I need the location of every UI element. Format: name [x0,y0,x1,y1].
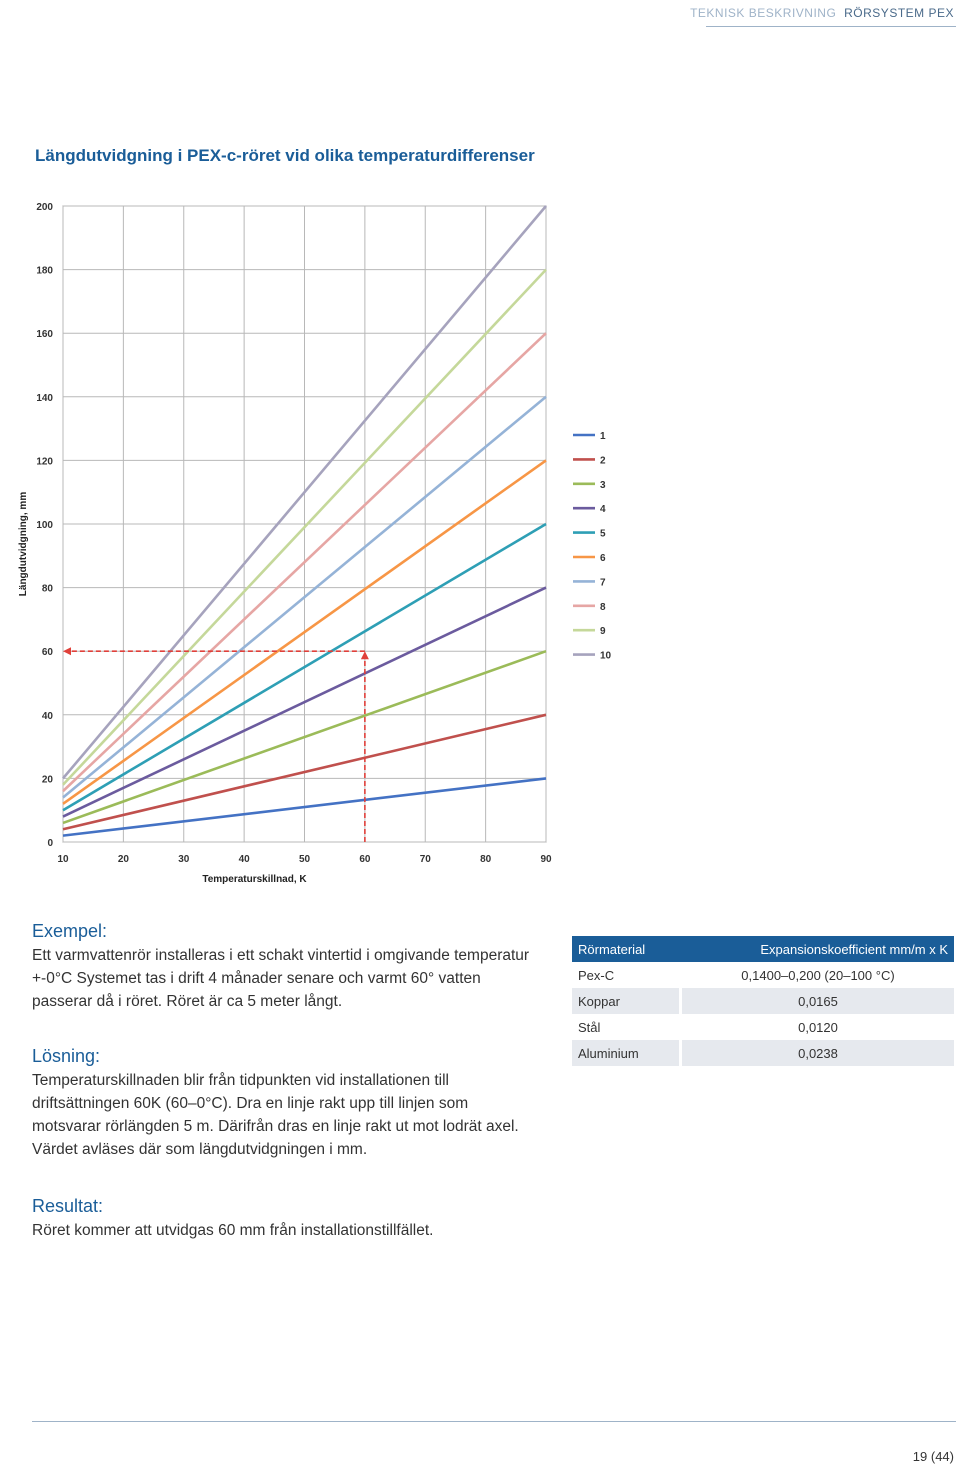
table-row [572,962,954,988]
footer-rule [32,1421,956,1422]
header-rule [706,26,956,27]
legend-label: 3 [600,479,606,491]
y-tick-label: 20 [41,774,53,786]
y-tick-label: 60 [41,647,53,659]
running-header [690,6,954,20]
legend-label: 9 [600,626,606,638]
table-row [572,1014,954,1040]
solution-section [32,1043,532,1161]
y-tick-label: 40 [41,710,53,722]
x-tick-label: 60 [359,854,371,865]
expansion-table [572,936,954,1066]
material-cell: Stål [572,1014,680,1040]
coefficient-cell: 0,0238 [680,1040,954,1066]
material-cell: Pex-C [572,962,680,988]
legend-label: 6 [600,553,606,564]
result-text: Röret kommer att utvidgas 60 mm från installationstillfället. [32,1222,434,1239]
table-header-row [572,936,954,962]
x-tick-label: 50 [298,854,311,865]
material-column-header: Rörmaterial [572,936,680,962]
y-tick-label: 160 [36,329,53,341]
x-tick-label: 80 [480,854,492,865]
example-heading: Exempel: [32,921,108,941]
coefficient-cell: 0,1400–0,200 (20–100 °C) [741,967,895,983]
doc-name-label: RÖRSYSTEM PEX [844,6,954,20]
material-cell: Aluminium [572,1040,680,1066]
table-row [572,988,954,1014]
example-text: Ett varmvattenrör installeras i ett schakt vintertid i omgivande temperatur +-0°C Systemet tas i drift 4 månader senare och varmt 60° vatten passerar då i röret. Röret är ca 5 meter långt. [32,947,530,1010]
legend-label: 7 [600,577,606,589]
y-tick-label: 0 [47,838,53,849]
legend-label: 10 [600,650,612,662]
legend-label: 4 [600,504,606,516]
result-heading: Resultat: [32,1196,104,1216]
page-number: 19 (44) [912,1449,954,1464]
result-section [32,1193,592,1242]
coefficient-cell: 0,0165 [680,988,954,1014]
x-axis-label: Temperaturskillnad, K [202,874,307,885]
x-tick-label: 40 [238,854,250,865]
legend-label: 5 [600,528,606,540]
x-tick-label: 90 [540,854,552,865]
legend-label: 2 [600,455,606,467]
table-row [572,1040,954,1066]
doc-type-label: TEKNISK BESKRIVNING [690,6,837,20]
x-tick-label: 30 [178,854,190,865]
x-tick-label: 20 [117,854,129,865]
coefficient-cell: 0,0120 [798,1019,838,1035]
material-cell: Koppar [572,988,680,1014]
y-tick-label: 100 [36,520,53,531]
solution-heading: Lösning: [32,1046,101,1066]
x-tick-label: 10 [57,854,69,865]
legend-label: 1 [600,431,606,442]
solution-text: Temperaturskillnaden blir från tidpunkten vid installationen till driftsättningen 60K (60–0°C). Dra en linje rakt upp till linjen som motsvarar rörlängden 5 m. Därifrån dras en linje rakt ut mot lodrät axel. Värdet avläses där som längdutvidgningen i mm. [32,1072,519,1158]
y-axis-label: Längdutvidgning, mm [18,491,29,597]
expansion-chart [8,190,628,900]
y-tick-label: 180 [36,265,53,277]
page-title: Längdutvidgning i PEX-c-röret vid olika temperaturdifferenser [35,146,535,165]
x-tick-label: 70 [419,854,431,865]
y-tick-label: 120 [36,456,53,468]
y-tick-label: 200 [36,202,53,213]
legend-label: 8 [600,601,606,613]
example-section [32,918,532,1013]
y-tick-label: 140 [36,392,53,404]
coefficient-column-header: Expansionskoefficient mm/m x K [680,936,954,962]
y-tick-label: 80 [41,583,53,595]
